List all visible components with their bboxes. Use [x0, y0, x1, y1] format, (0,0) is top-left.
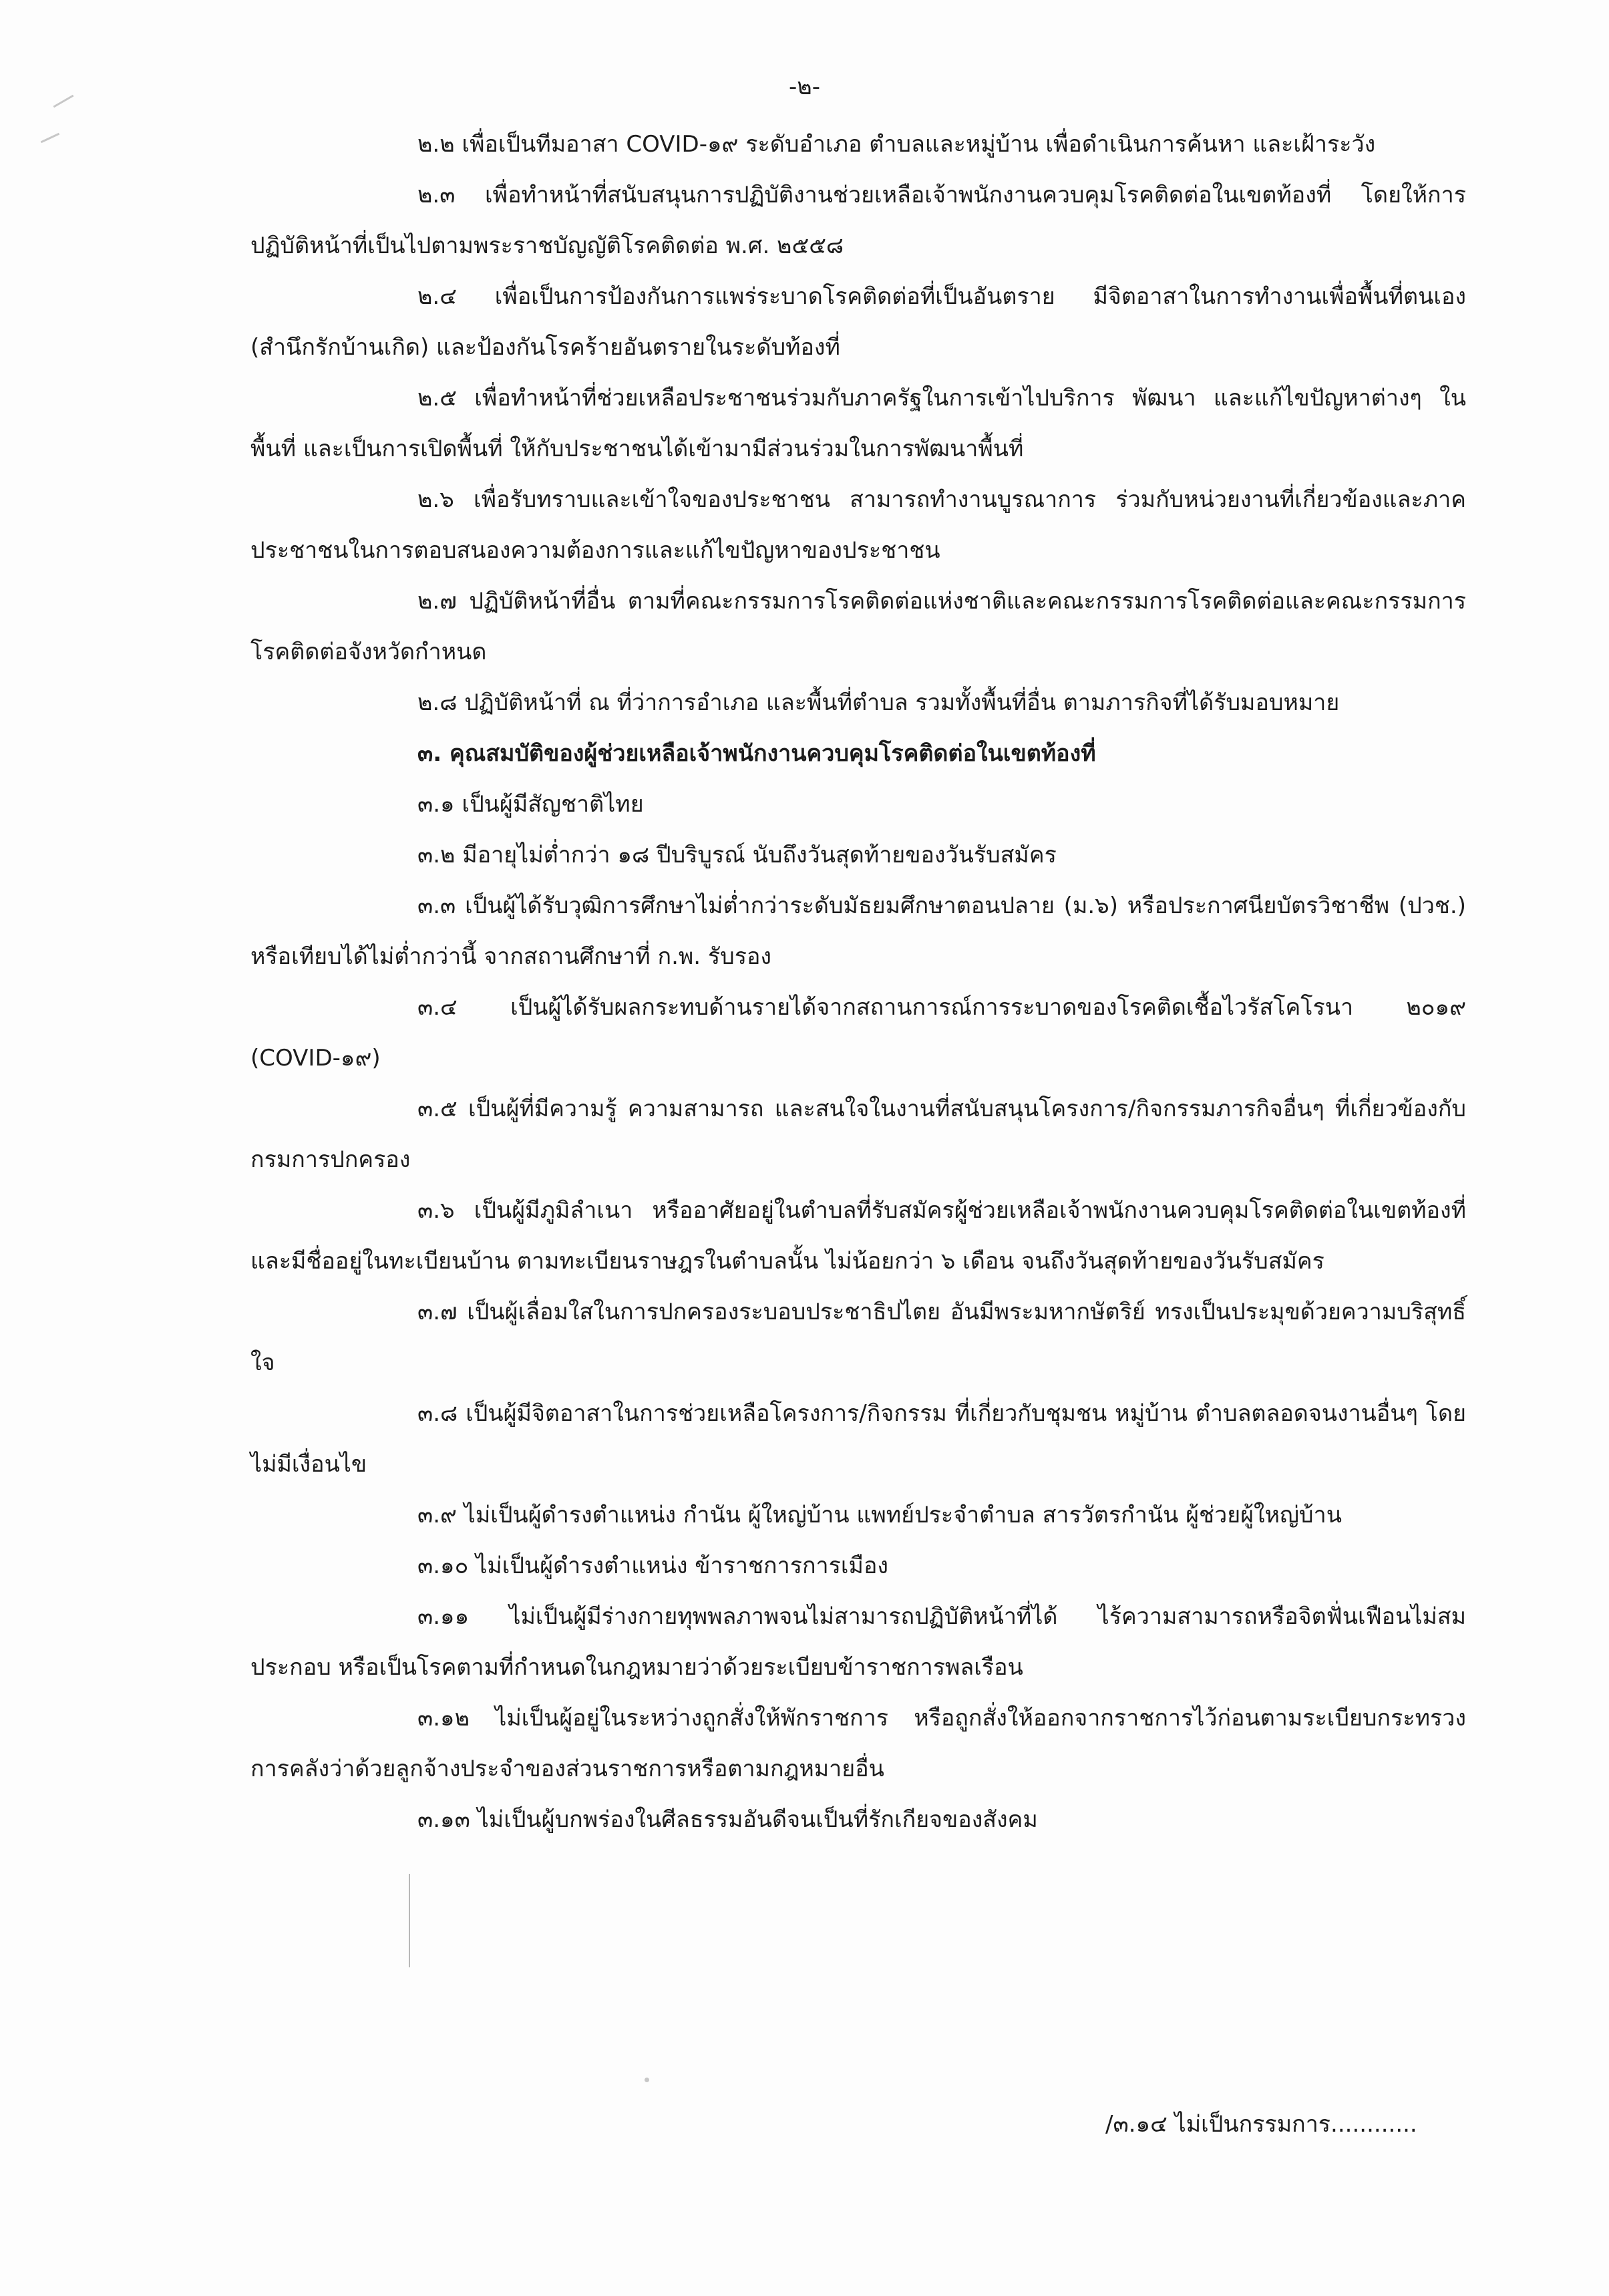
item-text: เป็นผู้มีสัญชาติไทย [462, 791, 644, 818]
item-text: มีอายุไม่ต่ำกว่า ๑๘ ปีบริบูรณ์ นับถึงวันสุดท้ายของวันรับสมัคร [462, 842, 1057, 868]
page-number: -๒- [789, 73, 820, 100]
list-item [250, 373, 1466, 474]
item-text: เป็นผู้เลื่อมใสในการปกครองระบอบประชาธิปไตย อันมีพระมหากษัตริย์ ทรงเป็นประมุขด้วยความบริสุทธิ์ใจ [250, 1299, 1467, 1376]
item-number: ๓.๖ [417, 1197, 455, 1224]
item-number: ๓.๒ [417, 842, 456, 868]
list-item [250, 1693, 1466, 1794]
item-number: ๒.๗ [417, 588, 457, 615]
item-number: ๒.๖ [417, 486, 454, 513]
item-number: ๒.๕ [417, 385, 457, 412]
list-item [250, 830, 1466, 880]
item-text: เป็นผู้มีภูมิลำเนา หรืออาศัยอยู่ในตำบลที่รับสมัครผู้ช่วยเหลือเจ้าพนักงานควบคุมโรคติดต่อในเขตท้องที่ และมีชื่ออยู่ในทะเบียนบ้าน ตามทะเบียนราษฎรในตำบลนั้น ไม่น้อยกว่า ๖ เดือน จนถึงวันสุดท้ายของวันรับสมัคร [250, 1197, 1466, 1275]
item-text: เพื่อเป็นทีมอาสา COVID-๑๙ ระดับอำเภอ ตำบลและหมู่บ้าน เพื่อดำเนินการค้นหา และเฝ้าระวัง [462, 131, 1376, 158]
list-item [250, 880, 1466, 982]
list-item [250, 1388, 1466, 1490]
item-number: ๓.๔ [417, 994, 458, 1021]
item-text: เป็นผู้มีจิตอาสาในการช่วยเหลือโครงการ/กิจกรรม ที่เกี่ยวกับชุมชน หมู่บ้าน ตำบลตลอดจนงานอื่นๆ โดยไม่มีเงื่อนไข [250, 1400, 1466, 1478]
item-text: เพื่อทำหน้าที่สนับสนุนการปฏิบัติงานช่วยเหลือเจ้าพนักงานควบคุมโรคติดต่อในเขตท้องที่ โดยให้การปฏิบัติหน้าที่เป็นไปตามพระราชบัญญัติโรคติดต่อ พ.ศ. ๒๕๕๘ [250, 182, 1466, 259]
item-number: ๓.๑๒ [417, 1705, 470, 1732]
item-number: ๓.๗ [417, 1299, 458, 1325]
item-number: ๓.๘ [417, 1400, 458, 1427]
list-item [250, 677, 1466, 728]
item-text: เพื่อรับทราบและเข้าใจของประชาชน สามารถทำงานบูรณาการ ร่วมกับหน่วยงานที่เกี่ยวข้องและภาคประชาชนในการตอบสนองความต้องการและแก้ไขปัญหาของประชาชน [250, 486, 1466, 564]
item-text: ไม่เป็นผู้ดำรงตำแหน่ง ข้าราชการการเมือง [476, 1552, 888, 1579]
item-number: ๒.๓ [417, 182, 456, 208]
list-item [250, 271, 1466, 373]
item-text: ปฏิบัติหน้าที่ ณ ที่ว่าการอำเภอ และพื้นที่ตำบล รวมทั้งพื้นที่อื่น ตามภารกิจที่ได้รับมอบหมาย [464, 689, 1340, 716]
list-item [250, 474, 1466, 576]
item-number: ๓.๑ [417, 791, 455, 818]
item-number: ๒.๔ [417, 283, 457, 310]
list-item [250, 1084, 1466, 1185]
list-item [250, 119, 1466, 170]
continuation-note: /๓.๑๔ ไม่เป็นกรรมการ............ [1105, 2111, 1417, 2138]
list-item [250, 1287, 1466, 1388]
item-number: ๓.๑๓ [417, 1806, 470, 1833]
item-text: เพื่อเป็นการป้องกันการแพร่ระบาดโรคติดต่อที่เป็นอันตราย มีจิตอาสาในการทำงานเพื่อพื้นที่ตนเอง (สำนึกรักบ้านเกิด) และป้องกันโรคร้ายอันตรายในระดับท้องที่ [250, 283, 1466, 361]
item-text: ไม่เป็นผู้ดำรงตำแหน่ง กำนัน ผู้ใหญ่บ้าน แพทย์ประจำตำบล สารวัตรกำนัน ผู้ช่วยผู้ใหญ่บ้าน [464, 1502, 1342, 1528]
item-number: ๓.๓ [417, 892, 456, 919]
scan-artifact [409, 1874, 410, 1967]
item-text: เป็นผู้ได้รับวุฒิการศึกษาไม่ต่ำกว่าระดับมัธยมศึกษาตอนปลาย (ม.๖) หรือประกาศนียบัตรวิชาชีพ (ปวช.) หรือเทียบได้ไม่ต่ำกว่านี้ จากสถานศึกษาที่ ก.พ. รับรอง [250, 892, 1466, 970]
scan-artifact [41, 133, 59, 143]
item-number: ๓.๙ [417, 1502, 457, 1528]
list-item [250, 1540, 1466, 1591]
list-item [250, 576, 1466, 677]
item-text: ไม่เป็นผู้มีร่างกายทุพพลภาพจนไม่สามารถปฏิบัติหน้าที่ได้ ไร้ความสามารถหรือจิตฟั่นเฟือนไม่สมประกอบ หรือเป็นโรคตามที่กำหนดในกฎหมายว่าด้วยระเบียบข้าราชการพลเรือน [250, 1603, 1467, 1681]
item-text: เป็นผู้ที่มีความรู้ ความสามารถ และสนใจในงานที่สนับสนุนโครงการ/กิจกรรมภารกิจอื่นๆ ที่เกี่ยวข้องกับกรมการปกครอง [250, 1096, 1466, 1173]
item-text: ปฏิบัติหน้าที่อื่น ตามที่คณะกรรมการโรคติดต่อแห่งชาติและคณะกรรมการโรคติดต่อและคณะกรรมการโรคติดต่อจังหวัดกำหนด [250, 588, 1467, 665]
item-text: เป็นผู้ได้รับผลกระทบด้านรายได้จากสถานการณ์การระบาดของโรคติดเชื้อไวรัสโคโรนา ๒๐๑๙ (COVID-๑๙) [250, 994, 1466, 1072]
item-number: ๒.๘ [417, 689, 458, 716]
list-item [250, 982, 1466, 1084]
item-number: ๓.๕ [417, 1096, 458, 1122]
item-number: ๒.๒ [417, 131, 455, 158]
list-item [250, 1490, 1466, 1540]
list-item [250, 779, 1466, 830]
item-text: เพื่อทำหน้าที่ช่วยเหลือประชาชนร่วมกับภาครัฐในการเข้าไปบริการ พัฒนา และแก้ไขปัญหาต่างๆ ในพื้นที่ และเป็นการเปิดพื้นที่ ให้กับประชาชนได้เข้ามามีส่วนร่วมในการพัฒนาพื้นที่ [250, 385, 1466, 462]
list-item [250, 1185, 1466, 1287]
document-body [250, 119, 1466, 1845]
item-number: ๓.๑๑ [417, 1603, 470, 1630]
scan-artifact [645, 2078, 649, 2082]
item-number: ๓.๑๐ [417, 1552, 469, 1579]
item-text: ไม่เป็นผู้บกพร่องในศีลธรรมอันดีจนเป็นที่รักเกียจของสังคม [477, 1806, 1038, 1833]
list-item [250, 1794, 1466, 1845]
list-item [250, 170, 1466, 271]
list-item [250, 1591, 1466, 1693]
item-text: ไม่เป็นผู้อยู่ในระหว่างถูกสั่งให้พักราชการ หรือถูกสั่งให้ออกจากราชการไว้ก่อนตามระเบียบกระทรวงการคลังว่าด้วยลูกจ้างประจำของส่วนราชการหรือตามกฎหมายอื่น [250, 1705, 1466, 1782]
section-heading: ๓. คุณสมบัติของผู้ช่วยเหลือเจ้าพนักงานควบคุมโรคติดต่อในเขตท้องที่ [417, 740, 1096, 767]
